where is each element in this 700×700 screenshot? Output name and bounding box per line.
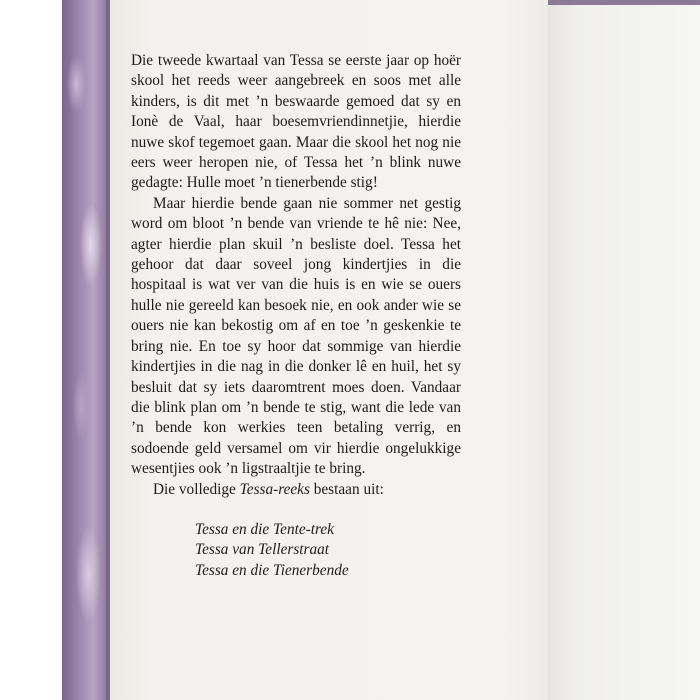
series-title: Tessa en die Tienerbende — [195, 561, 349, 579]
series-intro — [131, 480, 461, 500]
blurb-paragraph-1: Die tweede kwartaal van Tessa se eerste jaar op hoër skool het reeds weer aangebreek en soos met alle kinders, is dit met ’n beswaarde gemoed dat sy en Ionè de Vaal, haar boesemvriendinnetjie, hierdie nuwe skof tegemoet gaan. Maar die skool het nog nie eers weer heropen nie, of Tessa het ’n blink nuwe gedagte: Hulle moet ’n tienerbende stig! — [131, 52, 461, 192]
series-title: Tessa en die Tente-trek — [195, 520, 334, 538]
blurb-text — [131, 51, 461, 581]
series-intro-prefix: Die volledige — [153, 480, 240, 498]
top-edge-strip — [546, 0, 700, 5]
series-intro-suffix: bestaan uit: — [309, 480, 384, 498]
book-cover-edge — [62, 0, 110, 700]
blurb-paragraph-2: Maar hierdie bende gaan nie sommer net gestig word om bloot ’n bende van vriende te hê nie: Nee, agter hierdie plan skuil ’n besliste doel. Tessa het gehoor dat daar soveel jong kindertjies in die hospitaal is wat ver van die huis is en wie se ouers hulle nie gereeld kan besoek nie, en ook ander wie se ouers nie kan bekostig om af en toe ’n geskenkie te bring nie. En toe sy hoor dat sommige van hierdie kindertjies in die nag in die donker lê en huil, het sy besluit dat sy iets daaromtrent moes doen. Vandaar die blink plan om ’n bende te stig, want die lede van ’n bende kon werkies teen betaling verrig, en sodoende geld versamel om vir hierdie ongelukkige wesentjies ook ’n ligstraaltjie te bring. — [131, 194, 461, 478]
series-title: Tessa van Tellerstraat — [195, 541, 330, 559]
series-name: Tessa-reeks — [239, 480, 310, 498]
background-panel — [546, 0, 700, 700]
series-list — [195, 520, 461, 581]
